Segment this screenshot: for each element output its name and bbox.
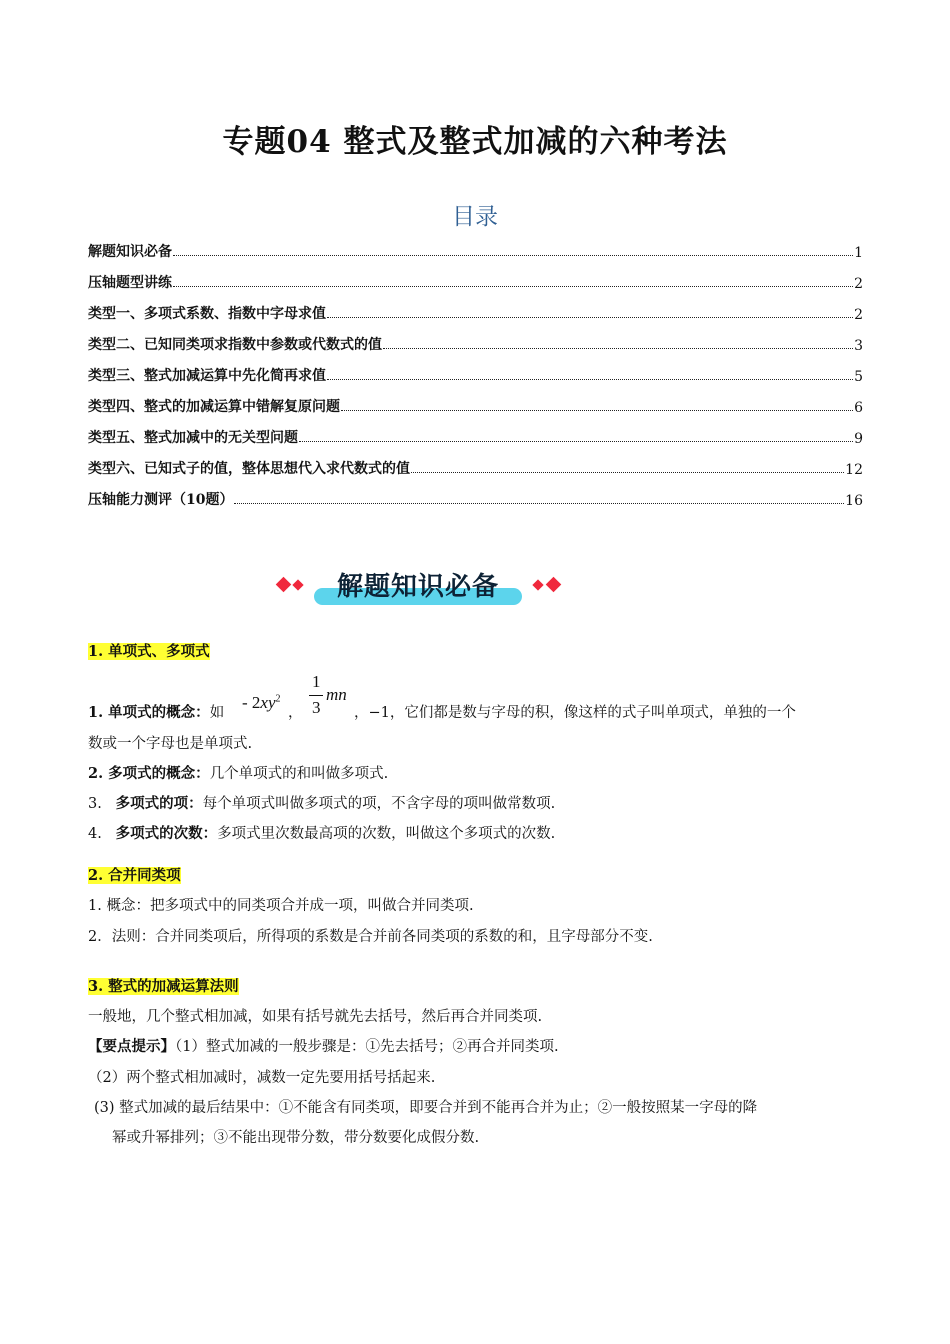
toc-heading: 目录 <box>452 204 498 230</box>
toc-leader <box>173 285 853 287</box>
toc-entry-label: 类型三、整式加减运算中先化简再求值 <box>88 368 326 384</box>
paragraph: 4. 多项式的次数：多项式里次数最高项的次数，叫做这个多项式的次数. <box>88 825 556 842</box>
comma: ， <box>288 705 303 721</box>
paragraph-text: （2）两个整式相加减时，减数一定先要用括号括起来. <box>88 1070 436 1086</box>
paragraph-text: 一般地，几个整式相加减，如果有括号就先去括号，然后再合并同类项. <box>88 1009 543 1025</box>
toc-entry-label: 类型六、已知式子的值，整体思想代入求代数式的值 <box>88 461 410 477</box>
paragraph-text: 幂或升幂排列；③不能出现带分数，带分数要化成假分数. <box>112 1130 480 1146</box>
paragraph: 3. 多项式的项：每个单项式叫做多项式的项，不含字母的项叫做常数项. <box>88 795 556 812</box>
toc-entry-page: 6 <box>854 400 863 416</box>
paragraph-text: 1. 概念：把多项式中的同类项合并成一项，叫做合并同类项. <box>88 898 474 914</box>
toc-entry[interactable] <box>88 416 863 447</box>
paragraph: 【要点提示】（1）整式加减的一般步骤是：①先去括号；②再合并同类项. <box>88 1038 559 1055</box>
diamond-icon <box>276 577 292 593</box>
toc-entry[interactable] <box>88 385 863 416</box>
toc-entry-page: 9 <box>854 431 863 447</box>
toc-entry-label: 压轴题型讲练 <box>88 275 172 291</box>
paragraph: 2. 多项式的概念：几个单项式的和叫做多项式. <box>88 765 389 782</box>
toc-leader <box>383 347 853 349</box>
toc-entry-label: 类型一、多项式系数、指数中字母求值 <box>88 306 326 322</box>
toc-entry-label: 压轴能力测评（10题） <box>88 492 234 508</box>
toc-entry-page: 3 <box>854 338 863 354</box>
toc-leader <box>327 316 853 318</box>
toc-leader <box>234 502 844 504</box>
math-expression: - $2xy^2$ <box>242 693 281 712</box>
toc-entry-label: 类型五、整式加减中的无关型问题 <box>88 430 298 446</box>
toc-entry[interactable] <box>88 292 863 323</box>
paragraph: 1. 单项式的概念：如 <box>88 704 225 721</box>
toc-leader <box>173 254 853 256</box>
paragraph-text: 数或一个字母也是单项式. <box>88 736 253 752</box>
diamond-icon <box>292 579 303 590</box>
toc-entry-page: 2 <box>854 276 863 292</box>
toc-entry[interactable] <box>88 230 863 261</box>
section-heading: 2. 合并同类项 <box>88 867 181 884</box>
toc-entry[interactable] <box>88 354 863 385</box>
toc-entry-label: 类型四、整式的加减运算中错解复原问题 <box>88 399 340 415</box>
diamond-icon <box>546 577 562 593</box>
toc-leader <box>341 409 853 411</box>
toc-entry-page: 16 <box>845 493 863 509</box>
table-of-contents <box>88 230 863 509</box>
toc-entry[interactable] <box>88 323 863 354</box>
fraction-bar <box>309 695 323 696</box>
toc-entry-label: 类型二、已知同类项求指数中参数或代数式的值 <box>88 337 382 353</box>
toc-leader <box>327 378 853 380</box>
toc-entry-page: 5 <box>854 369 863 385</box>
toc-entry-label: 解题知识必备 <box>88 244 172 260</box>
section-banner <box>276 566 566 608</box>
toc-entry[interactable] <box>88 478 863 509</box>
section-heading: 3. 整式的加减运算法则 <box>88 978 239 995</box>
banner-title: 解题知识必备 <box>336 572 499 602</box>
page-title: 专题04 整式及整式加减的六种考法 <box>222 124 728 160</box>
toc-entry[interactable] <box>88 261 863 292</box>
toc-leader <box>299 440 853 442</box>
toc-entry-page: 1 <box>854 245 863 261</box>
toc-leader <box>411 471 844 473</box>
toc-entry-page: 2 <box>854 307 863 323</box>
toc-entry[interactable] <box>88 447 863 478</box>
paragraph-text: (3) 整式加减的最后结果中：①不能含有同类项，即要合并到不能再合并为止；②一般按照某一字母的降 <box>94 1100 758 1116</box>
diamond-icon <box>532 579 543 590</box>
paragraph-text: ，−1，它们都是数与字母的积，像这样的式子叫单项式，单独的一个 <box>354 705 796 721</box>
toc-entry-page: 12 <box>845 462 863 478</box>
paragraph-text: 2．法则：合并同类项后，所得项的系数是合并前各同类项的系数的和，且字母部分不变. <box>88 929 653 945</box>
section-heading: 1. 单项式、多项式 <box>88 643 210 660</box>
